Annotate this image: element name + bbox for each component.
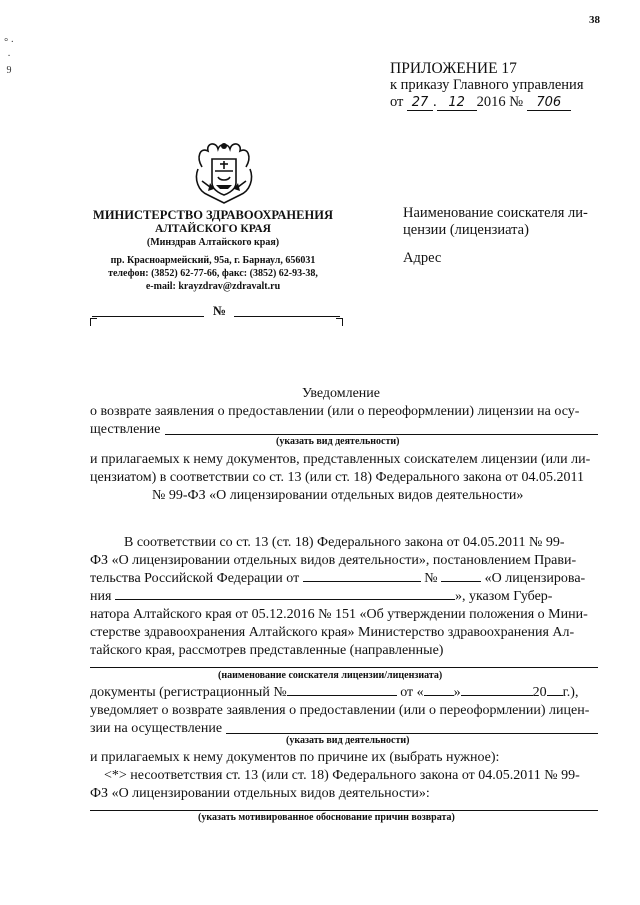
ministry-block	[76, 208, 350, 293]
reg-number-sign: №	[213, 303, 227, 318]
reason-line: и прилагаемых к нему документов по причине их (выбрать нужное):	[90, 750, 500, 765]
decree-number-field	[441, 569, 481, 582]
p1-line4-part-b: », указом Губер-	[454, 589, 553, 604]
body-p1-line1: В соответствии со ст. 13 (ст. 18) Федерального закона от 04.05.2011 № 99-	[124, 535, 565, 550]
notice-subtitle-line2: ществление	[90, 422, 161, 437]
day-input-line	[424, 683, 454, 696]
margin-marks: ° · · 9	[4, 37, 14, 76]
body-p1-line7: тайского края, рассмотрев представленные (направленные)	[90, 643, 444, 658]
recipient-name	[403, 205, 613, 239]
reason-caption: (указать мотивированное обоснование причин возврата)	[198, 812, 455, 823]
date-prefix: от	[390, 94, 404, 110]
docs-part-e: г.),	[562, 685, 579, 700]
docs-part-b: от «	[400, 685, 424, 700]
item1-line1: <*> несоответствия ст. 13 (или ст. 18) Федерального закона от 04.05.2011 № 99-	[104, 768, 580, 783]
month-input-line	[461, 683, 533, 696]
handwritten-order-number: 706	[527, 96, 571, 111]
activity-caption: (указать вид деятельности)	[276, 436, 400, 447]
notice-subtitle-line5: № 99-ФЗ «О лицензировании отдельных видов деятельности»	[152, 488, 524, 503]
corner-right	[336, 318, 343, 326]
year-input-line	[547, 683, 563, 696]
reason-field	[90, 810, 598, 811]
recipient-address-label: Адрес	[403, 250, 442, 266]
coat-of-arms-icon	[188, 137, 260, 209]
docs-line	[90, 683, 578, 702]
notify-line2: зии на осуществление	[90, 721, 223, 736]
p1-line3-part-c: «О лицензирова-	[484, 571, 586, 586]
body-p1-line6: стерстве здравоохранения Алтайского края» Министерство здравоохранения Ал-	[90, 625, 575, 640]
body-p1-line2: ФЗ «О лицензировании отдельных видов деятельности», постановлением Прави-	[90, 553, 577, 568]
ministry-name-line2: АЛТАЙСКОГО КРАЯ	[155, 223, 271, 235]
notice-title: Уведомление	[302, 386, 381, 401]
reg-number-field	[234, 316, 340, 317]
body-p1-line3	[90, 569, 585, 588]
handwritten-month: 12	[437, 96, 477, 111]
notice-subtitle-line4: цензиатом) в соответствии со ст. 13 (или ст. 18) Федерального закона от 04.05.2011	[90, 470, 585, 485]
appendix-order-line: к приказу Главного управления	[390, 77, 584, 93]
appendix-title: ПРИЛОЖЕНИЕ 17	[390, 60, 517, 77]
reg-date-field	[92, 316, 204, 317]
handwritten-day: 27	[407, 96, 433, 111]
p1-line4-part-a: ния	[90, 589, 112, 604]
appendix-date-line: от 27 . 12 2016 № 706	[390, 94, 584, 111]
notice-subtitle-line3: и прилагаемых к нему документов, представленных соискателем лицензии (или ли-	[90, 452, 591, 467]
year-text: 2016 №	[476, 94, 524, 110]
appendix-header	[390, 60, 584, 111]
item1-line2: ФЗ «О лицензировании отдельных видов деятельности»:	[90, 786, 430, 801]
page-number: 38	[589, 14, 600, 26]
decree-date-field	[303, 569, 421, 582]
activity-type-field	[165, 434, 598, 435]
activity-type-field-2	[226, 733, 598, 734]
p1-line3-part-a: тельства Российской Федерации от	[90, 571, 300, 586]
applicant-caption: (наименование соискателя лицензии/лицензиата)	[218, 670, 443, 681]
p1-line3-part-b: №	[424, 571, 438, 586]
docs-part-a: документы (регистрационный №	[90, 685, 287, 700]
corner-left	[90, 318, 97, 326]
applicant-name-field	[90, 667, 598, 668]
notice-subtitle-line1: о возврате заявления о предоставлении (или о переоформлении) лицензии на осу-	[90, 404, 580, 419]
recipient-name-line1: Наименование соискателя ли-	[403, 205, 588, 221]
ministry-email: e-mail: krayzdrav@zdravalt.ru	[145, 281, 281, 292]
docs-part-c: »	[453, 685, 461, 700]
ministry-address: пр. Красноармейский, 95а, г. Барнаул, 656031	[110, 255, 316, 266]
ministry-short-name: (Минздрав Алтайского края)	[146, 237, 280, 248]
recipient-name-line2: цензии (лицензиата)	[403, 222, 529, 238]
decree-title-field	[115, 587, 455, 600]
activity-caption-2: (указать вид деятельности)	[286, 735, 410, 746]
body-p1-line4	[90, 587, 552, 606]
body-p1-line5: натора Алтайского края от 05.12.2016 № 151 «Об утверждении положения о Мини-	[90, 607, 588, 622]
ministry-name-line1: МИНИСТЕРСТВО ЗДРАВООХРАНЕНИЯ	[93, 208, 333, 222]
notify-line1: уведомляет о возврате заявления о предоставлении (или о переоформлении) лицен-	[90, 703, 590, 718]
ministry-phone: телефон: (3852) 62-77-66, факс: (3852) 62-93-38,	[108, 268, 318, 279]
docs-part-d: 20	[532, 685, 547, 700]
reg-number-input-line	[287, 683, 397, 696]
